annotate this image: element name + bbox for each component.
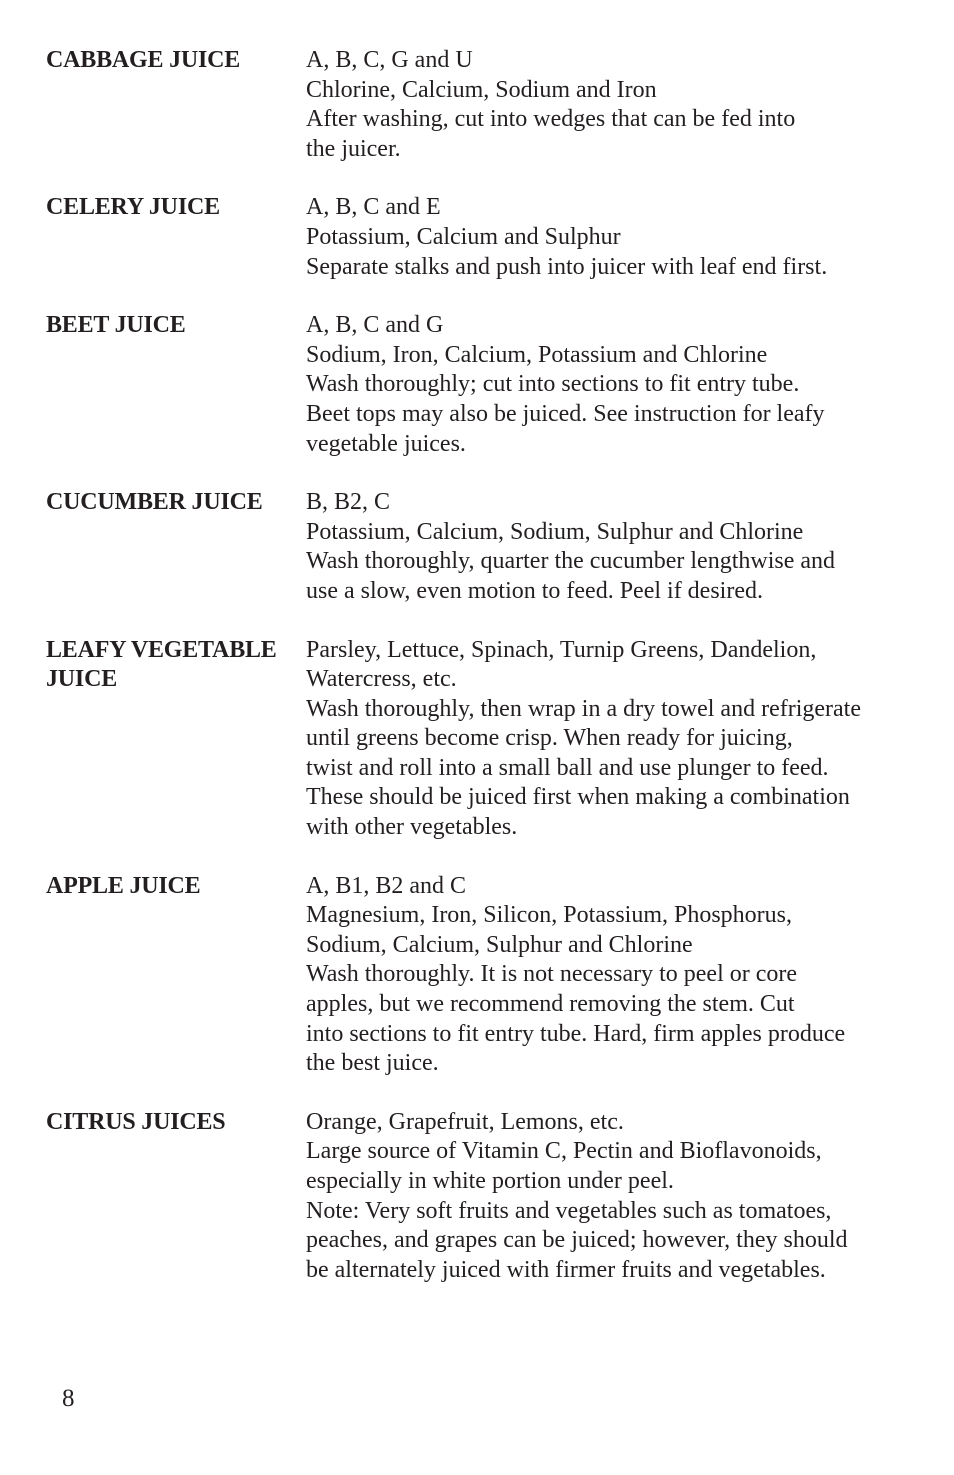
instruction-line: vegetable juices. [306,430,466,457]
note-line: peaches, and grapes can be juiced; however, they should [306,1227,848,1254]
instruction-line: the best juice. [306,1050,439,1077]
instruction-line: Beet tops may also be juiced. See instruction for leafy [306,400,825,427]
ingredients-line: Orange, Grapefruit, Lemons, etc. [306,1108,624,1135]
instruction-line: Wash thoroughly, then wrap in a dry towel and refrigerate [306,695,861,722]
entry-body [306,1108,926,1286]
instruction-line: These should be juiced first when making a combination [306,784,850,811]
juice-entries-list [46,46,926,1314]
entry-cucumber-juice [46,488,926,606]
minerals-line: Sodium, Calcium, Sulphur and Chlorine [306,931,693,958]
vitamins-line: A, B, C and G [306,312,444,339]
instruction-line: Separate stalks and push into juicer with leaf end first. [306,253,828,280]
minerals-line: Magnesium, Iron, Silicon, Potassium, Phosphorus, [306,902,793,929]
minerals-line: Potassium, Calcium and Sulphur [306,223,621,250]
vitamins-line: A, B1, B2 and C [306,872,467,899]
instruction-line: with other vegetables. [306,814,518,841]
minerals-line: Sodium, Iron, Calcium, Potassium and Chlorine [306,341,768,368]
entry-cabbage-juice [46,46,926,164]
entry-title: CUCUMBER JUICE [46,489,263,516]
entry-apple-juice [46,872,926,1079]
entry-title: CITRUS JUICES [46,1108,226,1135]
entry-body [306,872,926,1079]
entry-title: BEET JUICE [46,312,186,339]
nutrients-line: especially in white portion under peel. [306,1168,674,1194]
entry-title: LEAFY VEGETABLE JUICE [46,636,277,693]
entry-citrus-juices [46,1108,926,1286]
entry-title: CELERY JUICE [46,194,220,221]
vitamins-line: A, B, C, G and U [306,47,473,73]
note-line: be alternately juiced with firmer fruits and vegetables. [306,1256,826,1283]
minerals-line: Potassium, Calcium, Sodium, Sulphur and Chlorine [306,518,804,545]
instruction-line: Wash thoroughly, quarter the cucumber lengthwise and [306,548,836,575]
instruction-line: into sections to fit entry tube. Hard, firm apples produce [306,1020,846,1047]
entry-body [306,46,926,164]
instruction-line: until greens become crisp. When ready for juicing, [306,725,793,752]
minerals-line: Chlorine, Calcium, Sodium and Iron [306,76,657,103]
entry-body [306,488,926,606]
entry-beet-juice [46,311,926,459]
ingredients-line: Watercress, etc. [306,666,457,693]
instruction-line: use a slow, even motion to feed. Peel if desired. [306,577,763,604]
ingredients-line: Parsley, Lettuce, Spinach, Turnip Greens, Dandelion, [306,636,817,663]
entry-title: APPLE JUICE [46,872,201,899]
vitamins-line: A, B, C and E [306,194,441,221]
entry-body [306,636,926,843]
instruction-line: Wash thoroughly. It is not necessary to peel or core [306,961,798,988]
note-line: Note: Very soft fruits and vegetables such as tomatoes, [306,1197,832,1224]
vitamins-line: B, B2, C [306,489,391,516]
instruction-line: twist and roll into a small ball and use plunger to feed. [306,754,829,781]
instruction-line: Wash thoroughly; cut into sections to fit entry tube. [306,371,800,398]
entry-title: CABBAGE JUICE [46,47,241,73]
entry-leafy-vegetable-juice [46,636,926,843]
nutrients-line: Large source of Vitamin C, Pectin and Bioflavonoids, [306,1138,822,1165]
entry-body [306,311,926,459]
entry-celery-juice [46,193,926,282]
instruction-line: apples, but we recommend removing the stem. Cut [306,991,795,1018]
instruction-line: After washing, cut into wedges that can be fed into [306,106,796,133]
entry-body [306,193,926,282]
page-number: 8 [62,1385,75,1412]
instruction-line: the juicer. [306,135,401,162]
